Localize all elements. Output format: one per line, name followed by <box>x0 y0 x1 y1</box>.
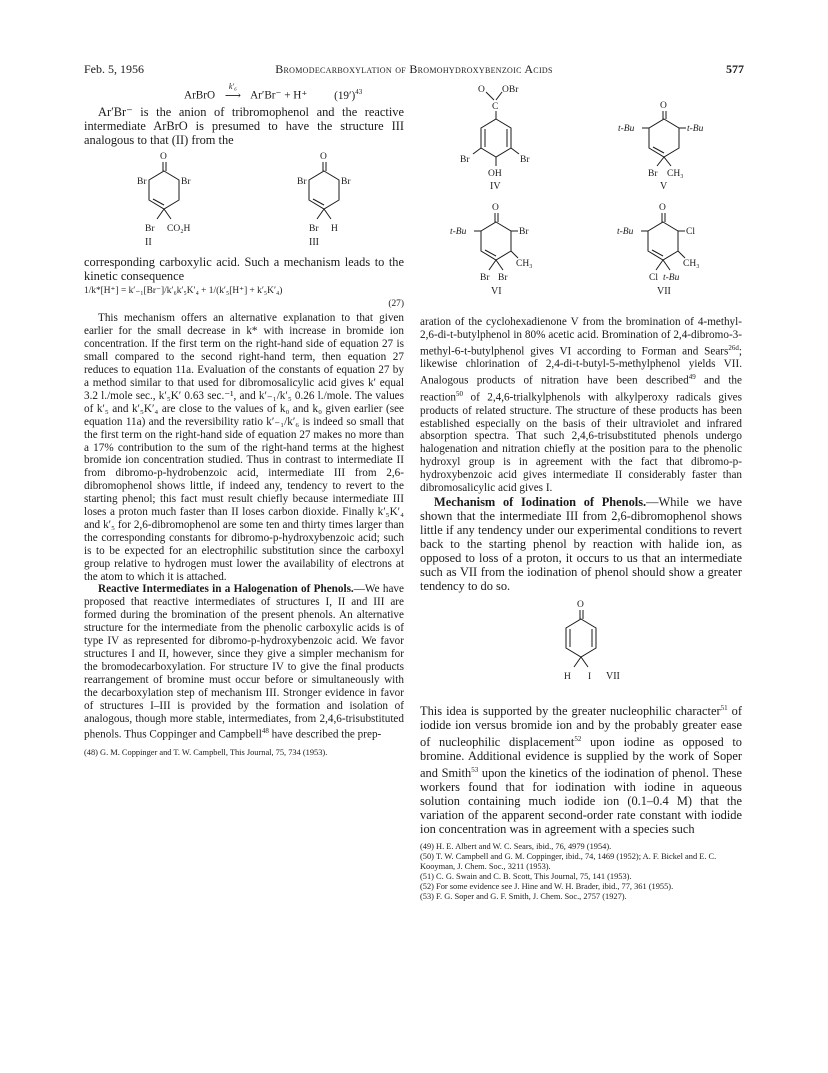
header-title: Bromodecarboxylation of Bromohydroxybenzoic Acids <box>275 62 553 76</box>
svg-text:C: C <box>492 102 499 112</box>
svg-text:t-Bu: t-Bu <box>618 124 635 134</box>
svg-text:H: H <box>564 671 571 682</box>
svg-text:O: O <box>160 151 167 162</box>
structure-VII-iodination-drawing <box>526 597 636 697</box>
page-header <box>84 62 744 78</box>
svg-text:t-Bu: t-Bu <box>687 124 704 134</box>
svg-text:O: O <box>660 101 667 111</box>
paragraph-intro: Ar′Br⁻ is the anion of tribromophenol and the reactive intermediate ArBrO is presumed to have the structure III analogous to that (II) from the <box>84 104 404 147</box>
svg-text:H: H <box>331 223 338 234</box>
equation-27: 1/k*[H⁺] = k′₋₁[Br⁻]/k′₆k′₅K′₄ + 1/(k′₅[H⁺] + k′₅K′₄) (27) <box>84 285 404 309</box>
footnote-49: (49) H. E. Albert and W. C. Sears, ibid., 76, 4979 (1954). <box>420 842 612 852</box>
svg-text:CH₃: CH₃ <box>667 169 684 179</box>
svg-text:Br: Br <box>137 176 147 187</box>
svg-text:Br: Br <box>518 227 528 237</box>
svg-text:OH: OH <box>488 169 502 179</box>
structure-III <box>269 151 379 251</box>
equation-19: ArBrO k′₆ ⟶ Ar′Br⁻ + H⁺ $(19')^{43}$ <box>184 81 363 102</box>
svg-text:Br: Br <box>648 169 658 179</box>
left-column <box>84 81 404 758</box>
svg-text:t-Bu: t-Bu <box>449 227 466 237</box>
side-heading-reactive-intermediates: Reactive Intermediates in a Halogenation of Phenols. <box>98 583 354 596</box>
paragraph-cyclohexadienone: aration of the cyclohexadienone V from the bromination of 4-methyl-2,6-di-t-butylphenol in 80% acetic acid. Bromination of 2,4-dibromo-3-methyl-6-t-butylphenol gives VI according to Forman and Sears$^{26d}$; likewise chlorination of 2,4-di-t-butyl-5-methylphenol yields VII. Analogous products of nitration have been described$^{49}$ and the reaction$^{50}$ of 2,4,6-trialkylphenols with alkylperoxy radicals gives products of related structure. The structure of these products has been established especially on the basis of their ultraviolet and infrared absorption spectra. That such 2,4,6-trisubstituted phenols undergo halogenation and nitration chiefly at the position para to the phenolic hydroxyl group is in agreement with the fact that dibromo-p-hydroxybenzoic acid gives intermediate II considerably faster than dibromosalicylic acid gives I. <box>420 316 742 495</box>
paragraph-iodination-mechanism: Mechanism of Iodination of Phenols.—While we have shown that the intermediate III from 2,6-dibromophenol shows little if any tendency under our experimental conditions to revert back to the starting phenol by reaction with halide ion, as opposed to loss of a proton, it occurs to us that an intermediate such as VII from the iodination of phenol should show a greater tendency to do so. <box>420 494 742 593</box>
svg-text:Br: Br <box>497 273 507 283</box>
structure-VI <box>436 200 566 312</box>
structure-II-drawing <box>109 151 219 251</box>
svg-text:Br: Br <box>341 176 351 187</box>
paragraph-alternative-explanation: This mechanism offers an alternative explanation to that given earlier for the small decrease in k* with increase in bromide ion concentration. If the first term on the right-hand side of equation 27 is small compared to the second right-hand term, then equation 27 reduces to equation 11a. Evaluation of the constants of equation 27 by a method similar to that used for dibromosalicylic acid gives k′ equal 3.2 l./mole sec., k′₅K′ 0.63 sec.⁻¹, and k′₋₁/k′₅ 0.26 l./mole. The values of k′₅ and k′₅K′₄ are close to the values of k₀ and k₀ given earlier (see equation 11a) and the reversibility ratio k′₋₁/k′₆ is indeed so small that the first term on the right-hand side of equation 27 makes no more than a 17% contribution to the sum of the right-hand terms at the highest bromide ion concentration studied. Thus in contrast to intermediate II from dibromo-p-hydrobenzoic acid, intermediate III from 2,6-dibromophenol shows little, if indeed any, tendency to revert to the starting phenol; this fact must result chiefly because intermediate III loses a proton much faster than II loses carbon dioxide. Finally k′₅K′₄ and k′₅ for 2,6-dibromophenol are some ten and thirty times larger than the corresponding constants for dibromo-p-hydroxybenzoic acid; such is to be expected for an electrophilic substitution since the carboxyl group relative to hydrogen must lower the availability of electrons at the atom to which it is attached. <box>84 312 404 583</box>
footnotes-left <box>84 748 404 758</box>
svg-text:VII: VII <box>606 670 620 682</box>
structure-V-drawing <box>594 82 724 200</box>
svg-text:I: I <box>588 671 592 682</box>
structure-III-drawing <box>269 151 379 251</box>
page-number: 577 <box>726 62 744 76</box>
right-column <box>420 84 742 902</box>
paragraph-kinetic-consequence: corresponding carboxylic acid. Such a mechanism leads to the kinetic consequence <box>84 254 404 283</box>
reaction-arrow: k′₆ ⟶ <box>224 81 241 102</box>
svg-text:O: O <box>491 203 499 213</box>
svg-text:II: II <box>145 236 152 248</box>
svg-text:t-Bu: t-Bu <box>662 273 679 283</box>
svg-text:III: III <box>309 236 319 248</box>
header-date: Feb. 5, 1956 <box>84 62 144 76</box>
svg-text:Br: Br <box>181 176 191 187</box>
svg-text:Br: Br <box>460 155 470 165</box>
structure-V <box>594 82 724 200</box>
paragraph-reactive-intermediates: Reactive Intermediates in a Halogenation of Phenols.—We have proposed that reactive intermediates of structures I, II and III are formed during the bromination of the present phenols. An alternative structure for the intermediate from the phenolic carboxylic acids is of type IV as represented for dibromo-p-hydroxybenzoic acid. We favor structures I and II, however, since they give a simpler mechanism for the bromodecarboxylation. For structure IV to give the final products rearrangement of bromine must occur before or simultaneously with the decarboxylation step of mechanism III. Stronger evidence in favor of structures I–III is provided by the formation and isolation of analogous, though more stable, intermediates, from 2,4,6-trisubstituted phenols. Thus Coppinger and Campbell$^{48}$ have described the prep- <box>84 583 404 742</box>
paragraph-nucleophilic-character: This idea is supported by the greater nucleophilic character$^{51}$ of iodide ion versus bromide ion and by the probably greater ease of nucleophilic displacement$^{52}$ upon iodine as opposed to bromine. Additional evidence is supplied by the work of Soper and Smith$^{53}$ upon the kinetics of the iodination of phenol. These workers found that for iodination with iodine in aqueous solution containing much iodide ion (0.1–0.4 M) that the variation of the apparent second-order rate constant with iodide ion concentration was in agreement with a species such <box>420 703 743 837</box>
structures-VI-VII <box>420 200 742 312</box>
svg-text:VI: VI <box>490 286 502 297</box>
svg-text:Br: Br <box>309 223 319 234</box>
footnotes-right <box>420 842 742 902</box>
svg-text:O: O <box>658 203 666 213</box>
structure-VII <box>597 200 727 312</box>
footnote-51: (51) C. G. Swain and C. B. Scott, This Journal, 75, 141 (1953). <box>420 872 632 882</box>
structure-VII-iodination-row <box>420 597 742 697</box>
svg-text:IV: IV <box>490 181 501 192</box>
structure-IV <box>438 82 558 200</box>
structure-VI-drawing <box>436 200 566 312</box>
svg-text:O: O <box>478 85 485 95</box>
structure-II <box>109 151 219 251</box>
structures-IV-V <box>420 82 742 200</box>
svg-text:Br: Br <box>479 273 489 283</box>
svg-text:Br: Br <box>145 223 155 234</box>
structure-VII-iodination <box>526 597 636 697</box>
footnote-48: (48) G. M. Coppinger and T. W. Campbell, This Journal, 75, 734 (1953). <box>84 748 328 758</box>
svg-text:Br: Br <box>297 176 307 187</box>
footnote-53: (53) F. G. Soper and G. F. Smith, J. Chem. Soc., 2757 (1927). <box>420 892 627 902</box>
svg-text:Cl: Cl <box>648 273 658 283</box>
structure-IV-drawing <box>438 82 558 200</box>
svg-text:O: O <box>320 151 327 162</box>
svg-text:Cl: Cl <box>685 227 695 237</box>
svg-text:OBr: OBr <box>502 85 519 95</box>
structures-II-III <box>84 151 404 251</box>
svg-text:O: O <box>577 599 584 610</box>
svg-text:CH₃: CH₃ <box>515 259 533 269</box>
side-heading-iodination: Mechanism of Iodination of Phenols. <box>434 494 647 509</box>
structure-VII-drawing <box>597 200 727 312</box>
svg-text:VII: VII <box>656 286 671 297</box>
svg-text:CO₂H: CO₂H <box>167 223 191 234</box>
svg-text:t-Bu: t-Bu <box>616 227 633 237</box>
svg-text:V: V <box>660 181 668 192</box>
svg-text:CH₃: CH₃ <box>682 259 700 269</box>
footnote-52: (52) For some evidence see J. Hine and W. H. Brader, ibid., 77, 361 (1955). <box>420 882 674 892</box>
svg-text:Br: Br <box>520 155 530 165</box>
footnote-50: (50) T. W. Campbell and G. M. Coppinger, ibid., 74, 1469 (1952); A. F. Bickel and E. C. Kooyman, J. Chem. Soc., 3211 (1953). <box>420 852 717 872</box>
